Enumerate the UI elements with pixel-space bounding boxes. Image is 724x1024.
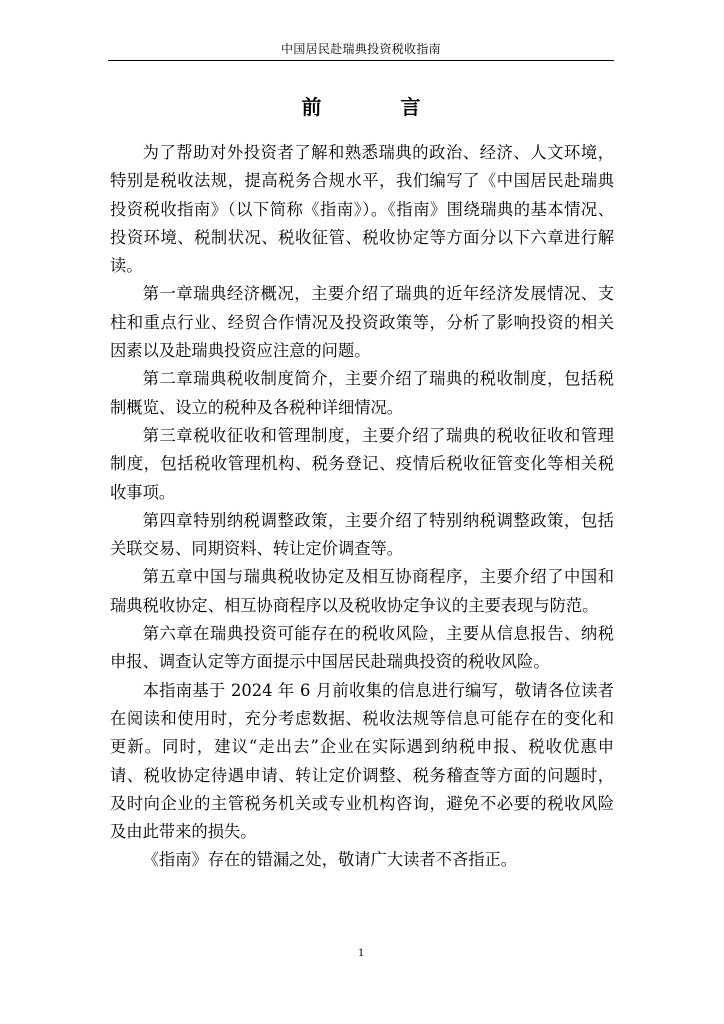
page-number: 1 — [358, 945, 364, 959]
paragraph-closing: 《指南》存在的错漏之处，敬请广大读者不吝指正。 — [142, 850, 518, 870]
paragraph-chapter-1: 第一章瑞典经济概况，主要介绍了瑞典的近年经济发展情况、支柱和重点行业、经贸合作情况及投资政策等，分析了影响投资的相关因素以及赴瑞典投资应注意的问题。 — [110, 284, 614, 361]
paragraph-chapter-4: 第四章特别纳税调整政策，主要介绍了特别纳税调整政策，包括关联交易、同期资料、转让定价调查等。 — [110, 510, 614, 559]
running-header: 中国居民赴瑞典投资税收指南 — [281, 42, 441, 56]
paragraph-chapter-3: 第三章税收征收和管理制度，主要介绍了瑞典的税收征收和管理制度，包括税收管理机构、税务登记、疫情后税收征管变化等相关税收事项。 — [110, 425, 614, 502]
page-title: 前 言 — [301, 95, 457, 119]
header-divider — [108, 60, 614, 61]
paragraph-chapter-2: 第二章瑞典税收制度简介，主要介绍了瑞典的税收制度，包括税制概览、设立的税种及各税种详细情况。 — [110, 369, 614, 417]
paragraph-chapter-5: 第五章中国与瑞典税收协定及相互协商程序，主要介绍了中国和瑞典税收协定、相互协商程序以及税收协定争议的主要表现与防范。 — [110, 567, 614, 615]
preface-body — [110, 139, 614, 875]
paragraph-chapter-6: 第六章在瑞典投资可能存在的税收风险，主要从信息报告、纳税申报、调查认定等方面提示中国居民赴瑞典投资的税收风险。 — [110, 624, 614, 672]
paragraph-intro: 为了帮助对外投资者了解和熟悉瑞典的政治、经济、人文环境，特别是税收法规，提高税务合规水平，我们编写了《中国居民赴瑞典投资税收指南》（以下简称《指南》）。《指南》围绕瑞典的基本情况、投资环境、税制状况、税收征管、税收协定等方面分以下六章进行解读。 — [110, 143, 614, 276]
paragraph-disclaimer: 本指南基于 2024 年 6 月前收集的信息进行编写，敬请各位读者在阅读和使用时，充分考虑数据、税收法规等信息可能存在的变化和更新。同时，建议“走出去”企业在实际遇到纳税申报、税收优惠申请、税收协定待遇申请、转让定价调整、税务稽查等方面的问题时，及时向企业的主管税务机关或专业机构咨询，避免不必要的税收风险及由此带来的损失。 — [110, 680, 614, 842]
